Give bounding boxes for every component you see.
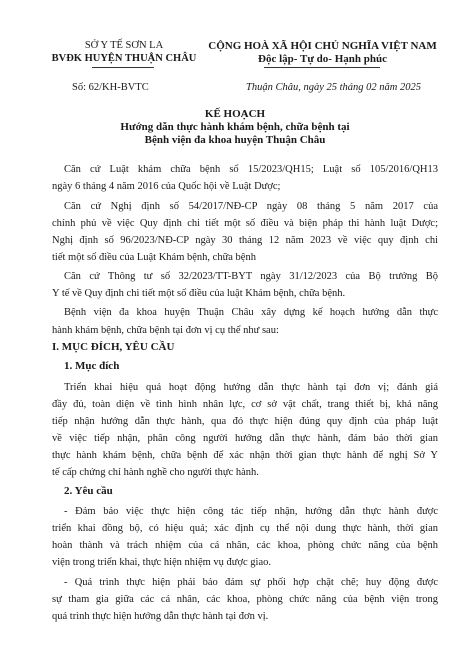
document-date: Thuận Châu, ngày 25 tháng 02 năm 2025: [246, 82, 422, 93]
org-underline: [92, 67, 154, 68]
section-heading: I. MỤC ĐÍCH, YÊU CẦU: [52, 341, 175, 353]
body-line: - Đảm bảo việc thực hiện công tác tiếp nhận, hướng dẫn thực hành được: [64, 506, 438, 517]
document-title: KẾ HOẠCH: [204, 108, 266, 120]
body-line: thực hành khám bệnh, chữa bệnh để xác nhận thời gian thực hành để nghị Sở Y: [52, 450, 438, 461]
national-motto: Độc lập- Tự do- Hạnh phúc: [258, 53, 387, 65]
body-line: Nghị định số 96/2023/NĐ-CP ngày 30 tháng 12 năm 2023 về việc quy định chi: [52, 235, 438, 246]
body-line: đầy đủ, toàn diện về tình hình nhân lực, cơ sở vật chất, trang thiết bị, khả năng: [52, 399, 438, 410]
motto-underline: [264, 67, 380, 68]
document-subtitle-2: Bệnh viện đa khoa huyện Thuận Châu: [144, 134, 326, 146]
body-line: chính phủ về việc Quy định chi tiết một số điều và biện pháp thi hành luật Dược;: [52, 218, 438, 229]
org-name-line1: SỞ Y TẾ SƠN LA: [84, 40, 164, 51]
body-line: Căn cứ Nghị định số 54/2017/NĐ-CP ngày 08 tháng 5 năm 2017 của: [64, 201, 438, 212]
body-line: về việc tiếp nhận, phân công người hướng dẫn thực hành, đảm bảo thời gian: [52, 433, 438, 444]
body-line: Y tế về Quy định chi tiết một số điều của luật Khám bệnh, chữa bệnh.: [52, 288, 346, 299]
body-line: sự tham gia giữa các cá nhân, các khoa, phòng chức năng của bệnh viện trong: [52, 594, 438, 605]
body-line: hành khám bệnh, chữa bệnh tại đơn vị cụ thể như sau:: [52, 325, 279, 336]
subsection-heading: 2. Yêu cầu: [64, 485, 113, 497]
subsection-heading: 1. Mục đích: [64, 360, 120, 372]
document-subtitle-1: Hướng dẫn thực hành khám bệnh, chữa bệnh tại: [120, 121, 350, 133]
body-line: ngày 6 tháng 4 năm 2016 của Quốc hội về Luật Dược;: [52, 181, 281, 192]
national-title: CỘNG HOÀ XÃ HỘI CHỦ NGHĨA VIỆT NAM: [208, 40, 437, 52]
body-line: quá trình thực hiện hướng dẫn thực hành tại đơn vị.: [52, 611, 269, 622]
body-line: Căn cứ Thông tư số 32/2023/TT-BYT ngày 31/12/2023 của Bộ trưởng Bộ: [64, 271, 438, 282]
body-line: tiếp nhận hướng dẫn thực hành, qua đó thực hiện đúng quy định của pháp luật: [52, 416, 438, 427]
body-line: Căn cứ Luật khám chữa bệnh số 15/2023/QH15; Luật số 105/2016/QH13: [64, 164, 438, 175]
body-line: hoàn thành và trách nhiệm của cá nhân, các khoa, phòng chức năng của bệnh: [52, 540, 438, 551]
body-line: - Quá trình thực hiện phải bảo đảm sự phối hợp chặt chẽ; huy động được: [64, 577, 438, 588]
body-line: viện trong triển khai, thực hiện nhiệm vụ được giao.: [52, 557, 272, 568]
body-line: triển khai đồng bộ, có hiệu quả; xác định cụ thể nội dung thực hành, thời gian: [52, 523, 438, 534]
org-name-line2: BVĐK HUYỆN THUẬN CHÂU: [51, 53, 197, 64]
document-number: Số: 62/KH-BVTC: [72, 82, 149, 93]
body-line: tiết một số điều của Luật Khám bệnh, chữa bệnh: [52, 252, 256, 263]
body-line: Bệnh viện đa khoa huyện Thuận Châu xây dựng kế hoạch hướng dẫn thực: [64, 307, 438, 318]
body-line: tế cấp chứng chỉ hành nghề cho người thực hành.: [52, 467, 259, 478]
body-line: Triển khai hiệu quả hoạt động hướng dẫn thực hành tại đơn vị; đánh giá: [64, 382, 438, 393]
